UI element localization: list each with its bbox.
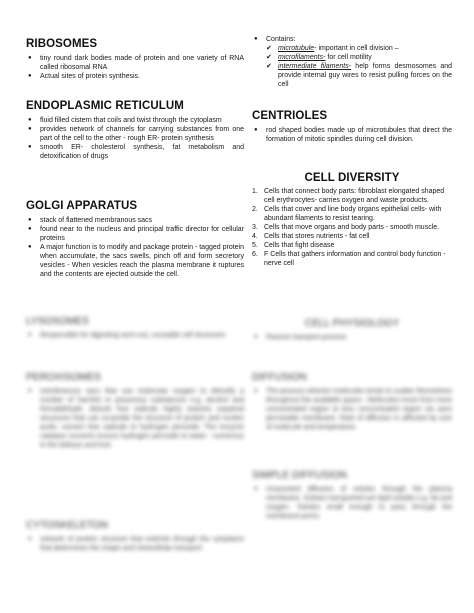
diffusion-section — [252, 372, 452, 432]
contains-item — [252, 62, 452, 89]
list-item: 2. Cells that cover and line body organs epithelial cells- with abundant filaments to resist tearing. — [252, 206, 442, 222]
contains-term: microtubule — [278, 45, 315, 52]
golgi-section — [26, 200, 244, 279]
list-item: ● network of protein structure that extends through the cytoplasm that determines the shape and intracellular transport — [26, 535, 244, 553]
list-item: ● provides network of channels for carrying substances from one part of the cell to the other - rough ER- protein synthesis — [26, 125, 244, 143]
contains-label: ● Contains: — [252, 35, 452, 44]
contains-list — [252, 35, 452, 44]
check-icon: ✔ — [266, 63, 272, 70]
simple-diffusion-section — [252, 470, 452, 521]
contains-term: microfilaments- — [278, 54, 326, 61]
centrioles-list — [252, 126, 452, 144]
lysosomes-section — [26, 316, 244, 340]
physiology-title: CELL PHYSIOLOGY — [304, 318, 400, 329]
diversity-title: CELL DIVERSITY — [304, 172, 400, 184]
list-item: ● membranous sacs that use molecular oxygen to detoxify a number of harmful or poisonous substances e.g. alcohol and formaldehyde. Absorb free radicals highly reactive unpaired structures that can scramble the structure of protein and nucleic acids. convert free radicals to hydrogen peroxide. The enzyme catalase converts excess hydrogen peroxide to water - numerous in the kidneys and liver. — [26, 387, 244, 450]
contains-item — [252, 44, 452, 53]
list-item: 1. Cells that connect body parts: fibroblast elongated shaped cell erythrocytes- carries oxygen and waste products. — [252, 188, 445, 204]
ribosomes-title: RIBOSOMES — [26, 38, 98, 50]
diversity-list — [252, 187, 452, 268]
contains-desc: for cell motility — [325, 54, 372, 61]
list-item: 5. Cells that fight disease — [252, 242, 335, 249]
list-item: ● Responsible for digesting worn-out, unusable cell structures — [26, 331, 244, 340]
ribosomes-list — [26, 54, 244, 81]
list-item: 4. Cells that stores nutrients - fat cell — [252, 233, 370, 240]
check-icon: ✔ — [266, 54, 272, 61]
simple-diffusion-title: SIMPLE DIFFUSION — [252, 470, 347, 481]
list-item: ● The process wherein molecules tends to scatter themselves throughout the available space - Molecules move from more concentrated region to less concentrated region via semi permeable membrane. Rate of diffusion is affected by size of molecule and temperature. — [252, 387, 452, 432]
physiology-section — [252, 318, 452, 342]
cytoskeleton-section — [26, 520, 244, 553]
peroxisomes-title: PEROXISOMES — [26, 372, 102, 383]
golgi-title: GOLGI APPARATUS — [26, 200, 138, 212]
list-item: ● stack of flattened membranous sacs — [26, 216, 244, 225]
list-item: ● Unassisted diffusion of solutes through the plasma membrane. Solutes transported are lipid soluble e.g. fat and oxygen. Solutes small enough to pass through the membrane pores. — [252, 485, 452, 521]
er-title: ENDOPLASMIC RETICULUM — [26, 100, 184, 112]
list-item: 3. Cells that move organs and body parts - smooth muscle. — [252, 224, 440, 231]
ribosomes-section — [26, 38, 244, 81]
centrioles-section — [252, 110, 452, 144]
check-icon: ✔ — [266, 45, 272, 52]
contains-item — [252, 53, 452, 62]
list-item: ● fluid filled cistern that coils and twist through the cytoplasm — [26, 116, 244, 125]
er-section — [26, 100, 244, 161]
contains-desc: - important in cell division – — [314, 45, 399, 52]
contains-term: intermediate filaments- — [278, 63, 352, 70]
list-item: ● A major function is to modify and package protein - tagged protein when accumulate, the sacs swells, pinch off and form secretory vesicles - When vesicles reach the plasma membrane it ruptures and the contents are ejected outside the cell. — [26, 243, 244, 279]
diversity-section — [252, 172, 452, 268]
lysosomes-title: LYSOSOMES — [26, 316, 89, 327]
contains-section — [252, 35, 452, 89]
list-item: ● Passive transport process — [252, 333, 452, 342]
list-item: 6. F Cells that gathers information and control body function - nerve cell — [252, 251, 446, 267]
list-item: ● tiny round dark bodies made of protein and one variety of RNA called ribosomal RNA — [26, 54, 244, 72]
contains-desc: help forms desmosomes and provide internal guy wires to resist pulling forces on the cell — [278, 63, 453, 88]
list-item: ● smooth ER- cholesterol synthesis, fat metabolism and detoxification of drugs — [26, 143, 244, 161]
er-list — [26, 116, 244, 161]
peroxisomes-section — [26, 372, 244, 450]
centrioles-title: CENTRIOLES — [252, 110, 328, 122]
diffusion-title: DIFFUSION — [252, 372, 307, 383]
list-item: ● rod shaped bodies made up of microtubules that direct the formation of mitotic spindles during cell division. — [252, 126, 452, 144]
list-item: ● Actual sites of protein synthesis. — [26, 72, 244, 81]
list-item: ● found near to the nucleus and principal traffic director for cellular proteins — [26, 225, 244, 243]
cytoskeleton-title: CYTOSKELETON — [26, 520, 108, 531]
golgi-list — [26, 216, 244, 279]
